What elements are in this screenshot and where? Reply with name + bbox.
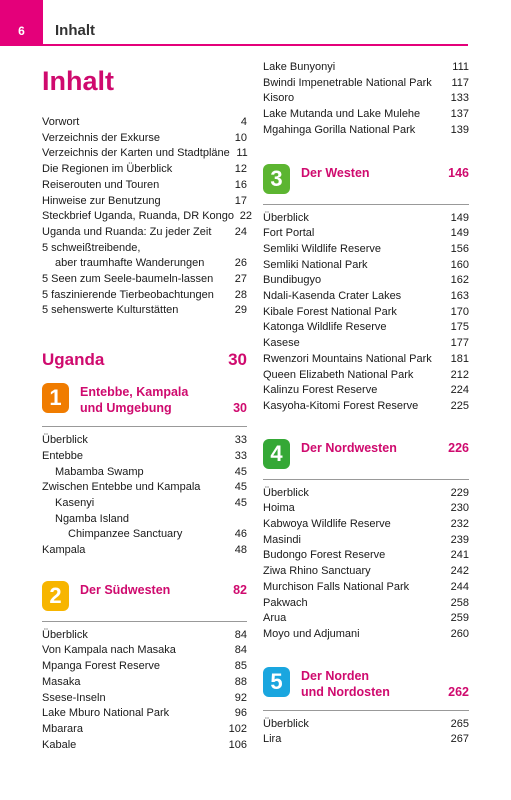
toc-entry[interactable] xyxy=(42,256,247,272)
toc-left-column xyxy=(42,60,253,753)
toc-page: 230 xyxy=(450,502,469,515)
toc-label: Pakwach xyxy=(263,596,308,609)
toc-entry[interactable] xyxy=(42,496,247,512)
toc-page: 85 xyxy=(234,660,247,673)
toc-page: 17 xyxy=(234,194,247,207)
toc-label: Rwenzori Mountains National Park xyxy=(263,352,432,365)
region-title xyxy=(80,383,233,416)
toc-label: Budongo Forest Reserve xyxy=(263,549,386,562)
region-5-list xyxy=(263,717,469,748)
region-2-list xyxy=(42,628,247,754)
toc-page: 45 xyxy=(234,481,247,494)
toc-label: Kibale Forest National Park xyxy=(263,305,397,318)
region-title-line: Der Südwesten xyxy=(80,582,171,597)
toc-label: Bundibugyo xyxy=(263,274,322,287)
toc-entry[interactable] xyxy=(263,123,469,139)
toc-entry[interactable] xyxy=(42,527,247,543)
toc-entry[interactable] xyxy=(263,486,469,502)
toc-page: 170 xyxy=(450,305,469,318)
toc-label: Mgahinga Gorilla National Park xyxy=(263,123,416,136)
toc-label: Lake Mutanda und Lake Mulehe xyxy=(263,108,421,121)
toc-page: 175 xyxy=(450,321,469,334)
toc-page: 229 xyxy=(450,486,469,499)
toc-page: 239 xyxy=(450,533,469,546)
toc-label: 5 faszinierende Tierbeobachtungen xyxy=(42,288,214,301)
toc-label: Ndali-Kasenda Crater Lakes xyxy=(263,290,402,303)
toc-entry[interactable] xyxy=(263,258,469,274)
toc-label: Vorwort xyxy=(42,116,80,128)
toc-label: aber traumhafte Wanderungen xyxy=(55,257,205,270)
toc-label: 5 schweißtreibende, xyxy=(42,241,141,254)
region-heading-1[interactable] xyxy=(42,383,247,416)
toc-page: 106 xyxy=(228,738,247,751)
toc-page: 265 xyxy=(450,717,469,730)
toc-label: Fort Portal xyxy=(263,227,315,240)
toc-entry[interactable] xyxy=(42,288,247,304)
toc-page: 96 xyxy=(234,707,247,720)
toc-entry[interactable] xyxy=(263,517,469,533)
toc-page: 28 xyxy=(234,288,247,301)
region-1-list xyxy=(42,433,247,559)
toc-entry[interactable] xyxy=(263,352,469,368)
toc-entry[interactable] xyxy=(263,211,469,227)
toc-entry[interactable] xyxy=(263,399,469,415)
toc-label: Die Regionen im Überblick xyxy=(42,163,173,176)
region-page: 82 xyxy=(233,582,247,597)
toc-page: 181 xyxy=(450,352,469,365)
toc-entry[interactable] xyxy=(263,76,469,92)
toc-label: 5 Seen zum Seele-baumeln-lassen xyxy=(42,273,214,286)
toc-entry[interactable] xyxy=(42,480,247,496)
toc-page: 26 xyxy=(234,257,247,270)
toc-entry[interactable] xyxy=(263,564,469,580)
continued-list xyxy=(263,60,469,139)
region-title-line: Der Nordwesten xyxy=(301,440,397,455)
toc-page: 177 xyxy=(450,337,469,350)
toc-page: 117 xyxy=(451,76,469,89)
toc-label: Masindi xyxy=(263,533,301,546)
toc-label: Lake Bunyonyi xyxy=(263,61,336,73)
divider xyxy=(263,204,469,205)
toc-entry[interactable] xyxy=(42,433,247,449)
page-number-tab xyxy=(0,0,43,46)
toc-entry[interactable] xyxy=(42,115,247,131)
toc-entry[interactable] xyxy=(42,178,247,194)
toc-page: 22 xyxy=(239,210,253,223)
toc-page: 133 xyxy=(450,92,469,105)
toc-label: Hoima xyxy=(263,502,295,515)
toc-entry[interactable] xyxy=(263,107,469,123)
toc-entry[interactable] xyxy=(42,131,247,147)
toc-page: 241 xyxy=(450,549,469,562)
toc-page: 244 xyxy=(450,580,469,593)
region-title-line: Der Norden xyxy=(301,668,370,683)
divider xyxy=(263,710,469,711)
toc-label: Kasese xyxy=(263,337,300,350)
toc-entry[interactable] xyxy=(42,465,247,481)
toc-entry[interactable] xyxy=(42,643,247,659)
toc-label: Kabale xyxy=(42,738,77,751)
toc-entry[interactable] xyxy=(42,706,247,722)
toc-entry[interactable] xyxy=(263,305,469,321)
toc-entry[interactable] xyxy=(263,336,469,352)
toc-label: Kalinzu Forest Reserve xyxy=(263,384,378,397)
toc-entry[interactable] xyxy=(263,533,469,549)
toc-entry[interactable] xyxy=(263,611,469,627)
toc-label: Moyo und Adjumani xyxy=(263,627,360,640)
toc-label: Chimpanzee Sanctuary xyxy=(68,528,183,541)
toc-page: 232 xyxy=(450,518,469,531)
toc-entry[interactable] xyxy=(42,225,247,241)
toc-label: Hinweise zur Benutzung xyxy=(42,194,161,207)
toc-page: 84 xyxy=(234,628,247,641)
toc-entry[interactable] xyxy=(42,738,247,754)
divider xyxy=(42,621,247,622)
region-page: 30 xyxy=(233,401,247,416)
toc-page: 163 xyxy=(450,290,469,303)
page-title: Inhalt xyxy=(42,66,114,96)
toc-label: Kabwoya Wildlife Reserve xyxy=(263,518,391,531)
toc-entry[interactable] xyxy=(42,449,247,465)
toc-entry[interactable] xyxy=(263,580,469,596)
toc-label: Überblick xyxy=(263,211,309,224)
toc-page: 258 xyxy=(450,596,469,609)
spacer xyxy=(263,139,469,164)
toc-label: Verzeichnis der Exkurse xyxy=(42,131,160,144)
toc-label: Mabamba Swamp xyxy=(55,465,144,478)
toc-page: 160 xyxy=(450,258,469,271)
toc-label: Überblick xyxy=(263,717,309,730)
region-title xyxy=(80,581,233,598)
toc-entry[interactable] xyxy=(263,596,469,612)
toc-page: 92 xyxy=(234,691,247,704)
part-page: 30 xyxy=(228,350,247,370)
divider xyxy=(42,426,247,427)
toc-page: 267 xyxy=(450,733,469,746)
toc-page: 88 xyxy=(234,675,247,688)
toc-entry[interactable] xyxy=(42,628,247,644)
spacer xyxy=(263,643,469,667)
region-heading-4[interactable] xyxy=(263,439,469,469)
toc-label: Von Kampala nach Masaka xyxy=(42,644,176,657)
page-header xyxy=(0,0,511,48)
toc-label: Reiserouten und Touren xyxy=(42,178,160,191)
region-number-badge: 2 xyxy=(42,581,69,611)
part-title: Uganda xyxy=(42,350,105,370)
region-page: 146 xyxy=(448,165,469,180)
toc-page: 137 xyxy=(450,108,469,121)
region-heading-3[interactable] xyxy=(263,164,469,194)
region-title xyxy=(301,667,448,700)
toc-page: 46 xyxy=(234,528,247,541)
spacer xyxy=(42,559,247,581)
region-3-list xyxy=(263,211,469,415)
toc-page: 4 xyxy=(240,116,247,128)
toc-label: Lake Mburo National Park xyxy=(42,707,170,720)
region-page: 226 xyxy=(448,440,469,455)
toc-page: 16 xyxy=(234,178,247,191)
toc-entry[interactable] xyxy=(263,320,469,336)
toc-page: 33 xyxy=(234,449,247,462)
divider xyxy=(263,479,469,480)
toc-entry[interactable] xyxy=(42,543,247,559)
spacer xyxy=(263,415,469,439)
toc-label: Zwischen Entebbe und Kampala xyxy=(42,481,201,494)
toc-entry[interactable] xyxy=(42,162,247,178)
toc-label: Kisoro xyxy=(263,92,295,105)
toc-entry[interactable] xyxy=(263,226,469,242)
toc-entry[interactable] xyxy=(263,60,469,76)
toc-label: Ngamba Island xyxy=(55,512,129,525)
toc-page: 45 xyxy=(234,496,247,509)
region-number-badge: 3 xyxy=(263,164,290,194)
part-heading[interactable] xyxy=(42,349,247,371)
page-number: 6 xyxy=(18,24,25,38)
toc-page: 162 xyxy=(450,274,469,287)
toc-entry[interactable] xyxy=(42,659,247,675)
toc-entry[interactable] xyxy=(42,209,253,225)
toc-page: 45 xyxy=(234,465,247,478)
toc-entry[interactable] xyxy=(42,241,247,257)
toc-label: Lira xyxy=(263,733,282,746)
toc-page: 102 xyxy=(228,722,247,735)
running-head: Inhalt xyxy=(55,22,95,39)
toc-label: Semliki National Park xyxy=(263,258,368,271)
region-heading-5[interactable] xyxy=(263,667,469,700)
toc-page: 242 xyxy=(450,565,469,578)
region-title xyxy=(301,164,448,181)
region-title xyxy=(301,439,448,456)
toc-page: 33 xyxy=(234,434,247,447)
toc-label: Mbarara xyxy=(42,722,83,735)
toc-entry[interactable] xyxy=(42,146,247,162)
toc-page: 149 xyxy=(450,227,469,240)
toc-page: 29 xyxy=(234,304,247,317)
toc-entry[interactable] xyxy=(263,627,469,643)
toc-entry[interactable] xyxy=(42,691,247,707)
toc-page: 12 xyxy=(234,163,247,176)
toc-entry[interactable] xyxy=(263,91,469,107)
region-number-badge: 1 xyxy=(42,383,69,413)
region-number-badge: 4 xyxy=(263,439,290,469)
toc-page: 27 xyxy=(234,273,247,286)
toc-entry[interactable] xyxy=(263,501,469,517)
toc-label: Kasyoha-Kitomi Forest Reserve xyxy=(263,399,419,412)
region-title-line: und Nordosten xyxy=(301,684,390,699)
toc-page: 111 xyxy=(452,61,469,73)
toc-page: 259 xyxy=(450,612,469,625)
toc-entry[interactable] xyxy=(42,303,247,319)
toc-label: Überblick xyxy=(42,628,88,641)
toc-page: 10 xyxy=(234,131,247,144)
header-rule xyxy=(43,44,468,46)
toc-page: 139 xyxy=(450,123,469,136)
intro-list xyxy=(42,115,253,319)
toc-label: Überblick xyxy=(263,486,309,499)
toc-page: 224 xyxy=(450,384,469,397)
region-4-list xyxy=(263,486,469,643)
region-title-line: und Umgebung xyxy=(80,401,172,416)
toc-label: Ssese-Inseln xyxy=(42,691,106,704)
region-page: 262 xyxy=(448,684,469,699)
region-number-badge: 5 xyxy=(263,667,290,697)
region-title-line: Entebbe, Kampala xyxy=(80,385,189,400)
toc-label: Ziwa Rhino Sanctuary xyxy=(263,565,371,578)
toc-entry[interactable] xyxy=(263,368,469,384)
toc-entry[interactable] xyxy=(263,383,469,399)
toc-entry[interactable] xyxy=(263,273,469,289)
toc-entry[interactable] xyxy=(263,242,469,258)
toc-label: Katonga Wildlife Reserve xyxy=(263,321,387,334)
toc-label: Bwindi Impenetrable National Park xyxy=(263,76,432,89)
toc-entry[interactable] xyxy=(263,548,469,564)
toc-entry[interactable] xyxy=(42,272,247,288)
toc-page: 24 xyxy=(234,225,247,238)
toc-label: Überblick xyxy=(42,434,88,447)
toc-label: Kampala xyxy=(42,544,86,557)
toc-label: Semliki Wildlife Reserve xyxy=(263,242,381,255)
toc-entry[interactable] xyxy=(42,675,247,691)
toc-label: 5 sehenswerte Kulturstätten xyxy=(42,304,179,317)
toc-label: Queen Elizabeth National Park xyxy=(263,368,414,381)
toc-label: Masaka xyxy=(42,675,81,688)
toc-label: Arua xyxy=(263,612,287,625)
toc-page: 156 xyxy=(450,242,469,255)
toc-entry[interactable] xyxy=(42,194,247,210)
toc-page: 11 xyxy=(236,147,248,160)
toc-entry[interactable] xyxy=(263,289,469,305)
region-title-line: Der Westen xyxy=(301,165,370,180)
toc-label: Murchison Falls National Park xyxy=(263,580,410,593)
toc-label: Verzeichnis der Karten und Stadtpläne xyxy=(42,147,230,160)
toc-entry[interactable] xyxy=(263,717,469,733)
toc-entry[interactable] xyxy=(263,732,469,748)
toc-entry[interactable] xyxy=(42,722,247,738)
toc-page: 225 xyxy=(450,399,469,412)
toc-page: 260 xyxy=(450,627,469,640)
toc-label: Uganda und Ruanda: Zu jeder Zeit xyxy=(42,225,212,238)
toc-label: Mpanga Forest Reserve xyxy=(42,660,160,673)
toc-page: 48 xyxy=(234,544,247,557)
toc-right-column xyxy=(263,60,469,748)
toc-label: Entebbe xyxy=(42,449,83,462)
region-heading-2[interactable] xyxy=(42,581,247,611)
toc-page: 212 xyxy=(450,368,469,381)
toc-page: 84 xyxy=(234,644,247,657)
toc-entry[interactable] xyxy=(42,512,247,528)
toc-page: 149 xyxy=(450,211,469,224)
toc-label: Steckbrief Uganda, Ruanda, DR Kongo xyxy=(42,210,235,223)
toc-label: Kasenyi xyxy=(55,496,95,509)
